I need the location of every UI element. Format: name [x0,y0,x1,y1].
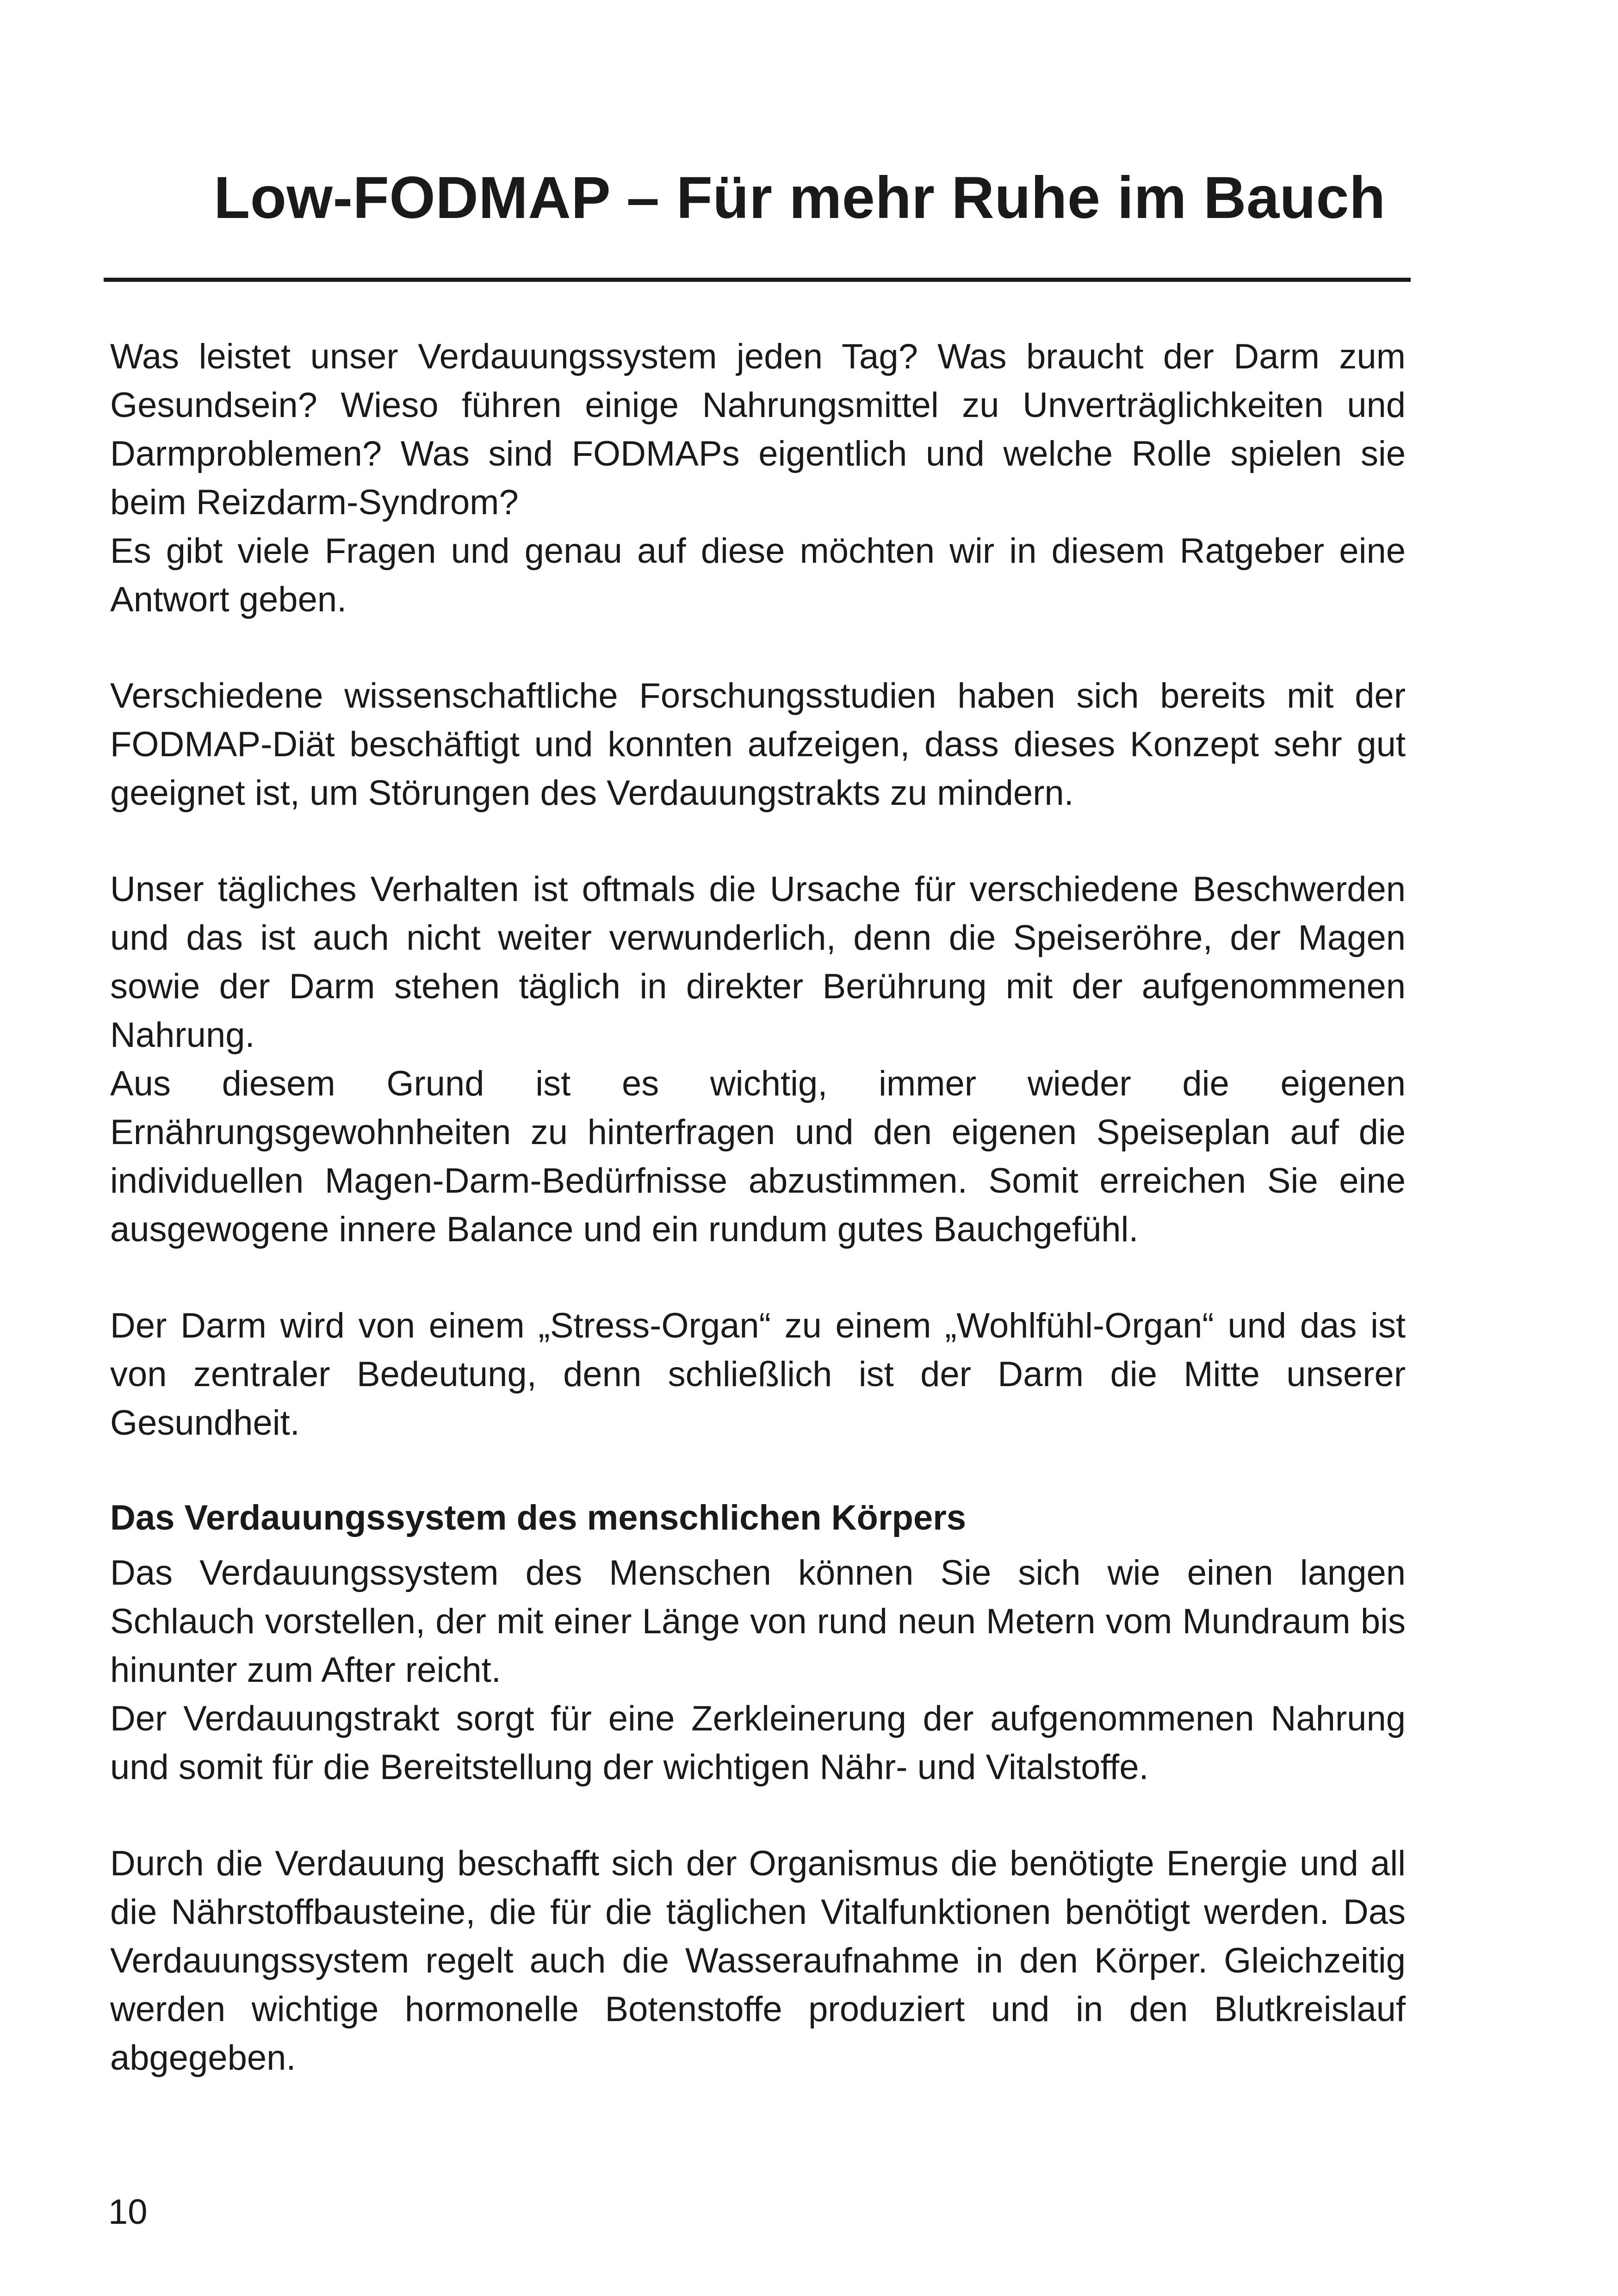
page-number: 10 [108,2192,148,2232]
section-heading: Das Verdauungssystem des menschlichen Körpers [110,1498,967,1537]
paragraph-digestive-tube: Das Verdauungssystem des Menschen können Sie sich wie einen langen Schlauch vorstellen, der mit einer Länge von rund neun Metern vom Mundraum bis hinunter zum After reicht. [110,1553,1406,1690]
paragraph-gut-health: Der Darm wird von einem „Stress-Organ“ zu einem „Wohlfühl-Organ“ und das ist von zentraler Bedeutung, denn schließlich ist der Darm die Mitte unserer Gesundheit. [110,1306,1406,1443]
paragraph-behavior: Unser tägliches Verhalten ist oftmals die Ursache für verschiedene Beschwerden und das ist auch nicht weiter verwunderlich, denn die Speiseröhre, der Magen sowie der Darm stehen täglich in direkter Berührung mit der aufgenommenen Nahrung. [110,870,1406,1055]
title-divider [104,278,1411,282]
body-text [110,332,1406,2082]
paragraph-research: Verschiedene wissenschaftliche Forschungsstudien haben sich bereits mit der FODMAP-Diät beschäftigt und konnten aufzeigen, dass dieses Konzept sehr gut geeignet ist, um Störungen des Verdauungstrakts zu mindern. [110,676,1406,813]
paragraph-digestive-tract: Der Verdauungstrakt sorgt für eine Zerkleinerung der aufgenommenen Nahrung und somit für die Bereitstellung der wichtigen Nähr- und Vitalstoffe. [110,1699,1406,1787]
paragraph-digestion-energy: Durch die Verdauung beschafft sich der Organismus die benötigte Energie und all die Nährstoffbausteine, die für die täglichen Vitalfunktionen benötigt werden. Das Verdauungssystem regelt auch die Wasseraufnahme in den Körper. Gleichzeitig werden wichtige hormonelle Botenstoffe produziert und in den Blutkreislauf abgegeben. [110,1844,1406,2078]
paragraph-habits: Aus diesem Grund ist es wichtig, immer wieder die eigenen Ernährungsgewohnheiten zu hinterfragen und den eigenen Speiseplan auf die individuellen Magen-Darm-Bedürfnisse abzustimmen. Somit erreichen Sie eine ausgewogene innere Balance und ein rundum gutes Bauchgefühl. [110,1064,1406,1249]
paragraph-intro-answer: Es gibt viele Fragen und genau auf diese möchten wir in diesem Ratgeber eine Antwort geben. [110,531,1406,619]
paragraph-intro-questions: Was leistet unser Verdauungssystem jeden Tag? Was braucht der Darm zum Gesundsein? Wieso führen einige Nahrungsmittel zu Unverträglichkeiten und Darmproblemen? Was sind FODMAPs eigentlich und welche Rolle spielen sie beim Reizdarm-Syndrom? [110,337,1406,522]
page-title: Low-FODMAP – Für mehr Ruhe im Bauch [214,165,1386,231]
